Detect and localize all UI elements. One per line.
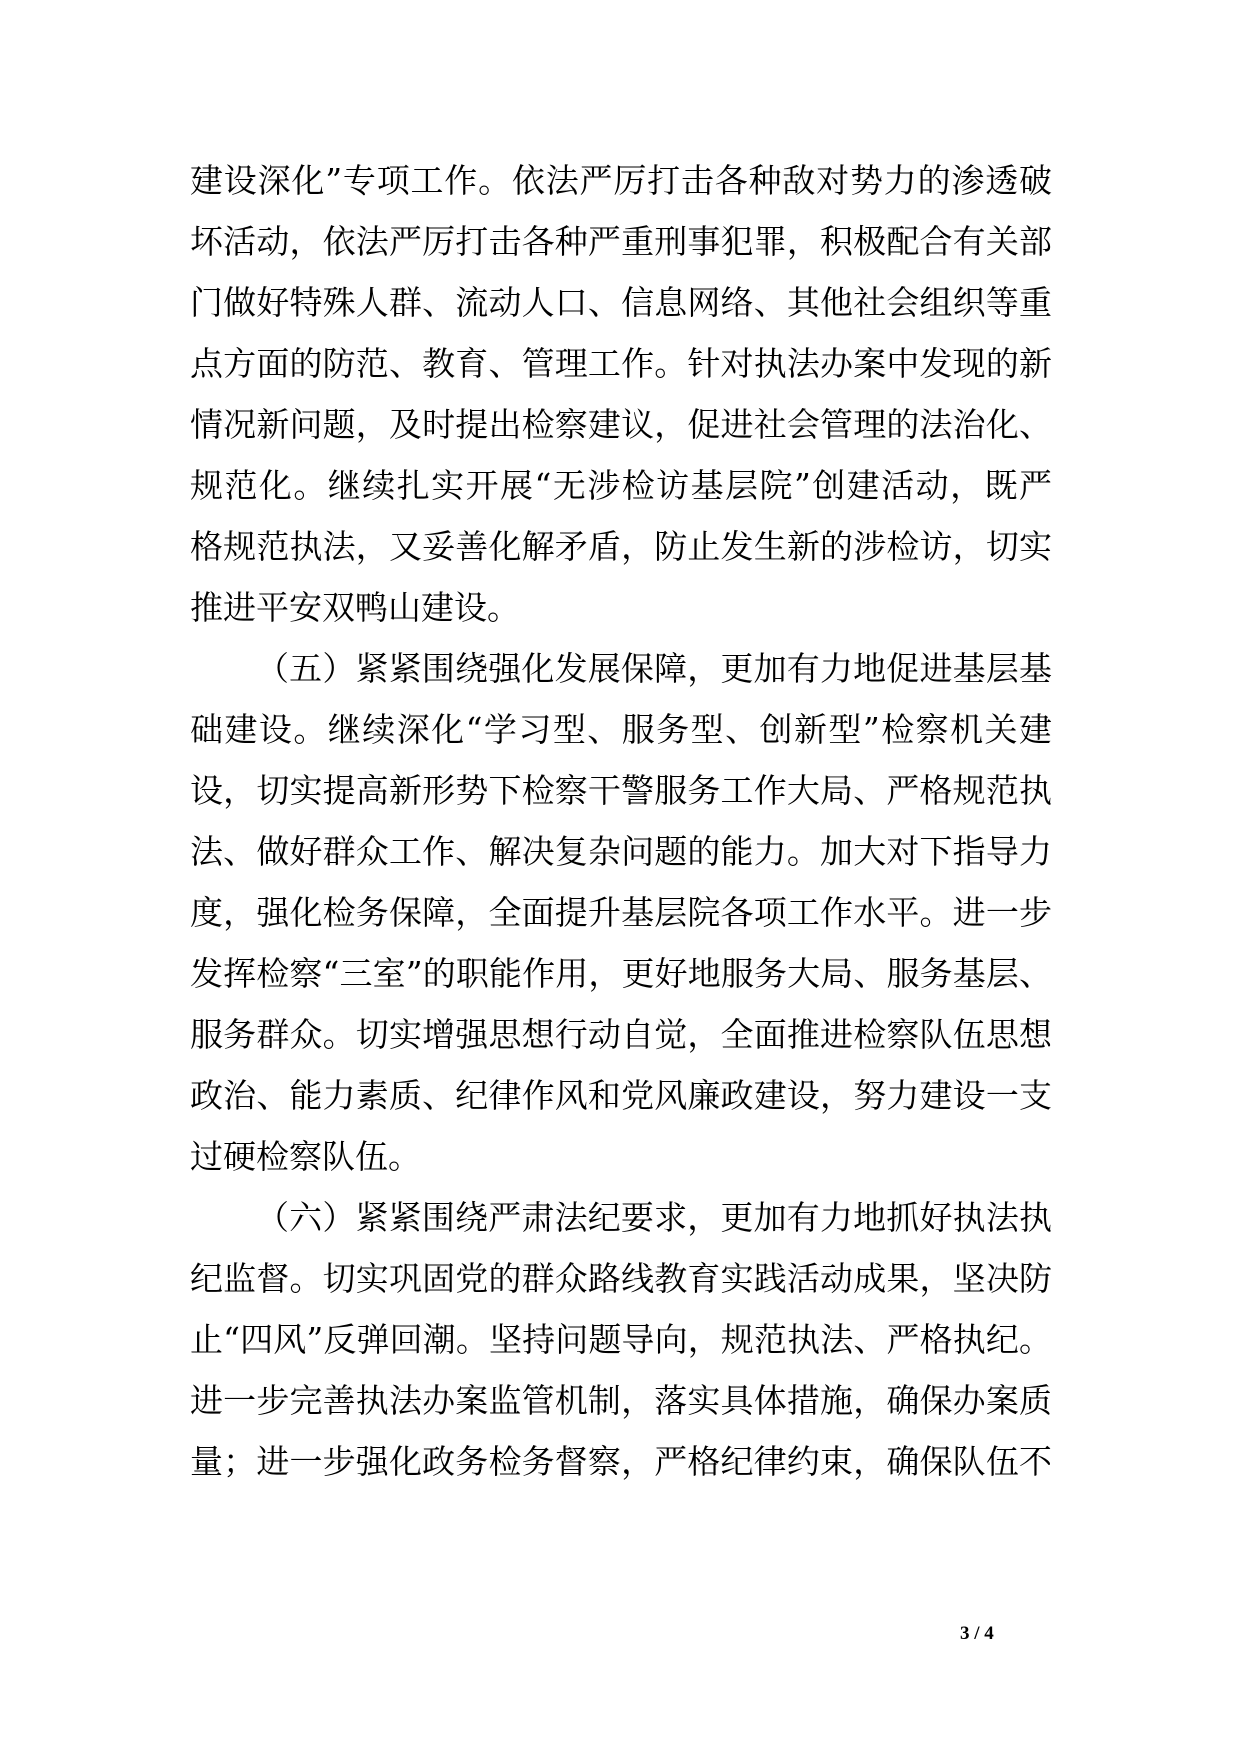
- text-line: 情况新问题，及时提出检察建议，促进社会管理的法治化、: [190, 405, 1052, 444]
- text-line: 础建设。继续深化“学习型、服务型、创新型”检察机关建: [190, 710, 1052, 749]
- text-line: 推进平安双鸭山建设。: [190, 588, 520, 627]
- text-line: 纪监督。切实巩固党的群众路线教育实践活动成果，坚决防: [190, 1259, 1052, 1298]
- text-line: 建设深化”专项工作。依法严厉打击各种敌对势力的渗透破: [190, 161, 1052, 200]
- text-line: 发挥检察“三室”的职能作用，更好地服务大局、服务基层、: [190, 954, 1052, 993]
- text-line: 进一步完善执法办案监管机制，落实具体措施，确保办案质: [190, 1381, 1052, 1420]
- page-number: 3 / 4: [960, 1623, 994, 1644]
- text-line: 门做好特殊人群、流动人口、信息网络、其他社会组织等重: [190, 283, 1052, 322]
- text-line: 点方面的防范、教育、管理工作。针对执法办案中发现的新: [190, 344, 1052, 383]
- text-line: 坏活动，依法严厉打击各种严重刑事犯罪，积极配合有关部: [190, 222, 1052, 261]
- text-line: 规范化。继续扎实开展“无涉检访基层院”创建活动，既严: [190, 466, 1052, 505]
- text-line: 格规范执法，又妥善化解矛盾，防止发生新的涉检访，切实: [190, 527, 1052, 566]
- text-line: 法、做好群众工作、解决复杂问题的能力。加大对下指导力: [190, 832, 1052, 871]
- text-line: 量；进一步强化政务检务督察，严格纪律约束，确保队伍不: [190, 1442, 1052, 1481]
- text-line: （六）紧紧围绕严肃法纪要求，更加有力地抓好执法执: [256, 1198, 1052, 1237]
- text-line: 过硬检察队伍。: [190, 1137, 421, 1176]
- paragraph-3: [190, 1187, 1052, 1492]
- text-line: 政治、能力素质、纪律作风和党风廉政建设，努力建设一支: [190, 1076, 1052, 1115]
- text-line: 度，强化检务保障，全面提升基层院各项工作水平。进一步: [190, 893, 1052, 932]
- document-body: [190, 150, 1052, 1492]
- paragraph-2: [190, 638, 1052, 1187]
- paragraph-1: [190, 150, 1052, 638]
- text-line: 设，切实提高新形势下检察干警服务工作大局、严格规范执: [190, 771, 1052, 810]
- text-line: 止“四风”反弹回潮。坚持问题导向，规范执法、严格执纪。: [190, 1320, 1052, 1359]
- text-line: 服务群众。切实增强思想行动自觉，全面推进检察队伍思想: [190, 1015, 1052, 1054]
- text-line: （五）紧紧围绕强化发展保障，更加有力地促进基层基: [256, 649, 1052, 688]
